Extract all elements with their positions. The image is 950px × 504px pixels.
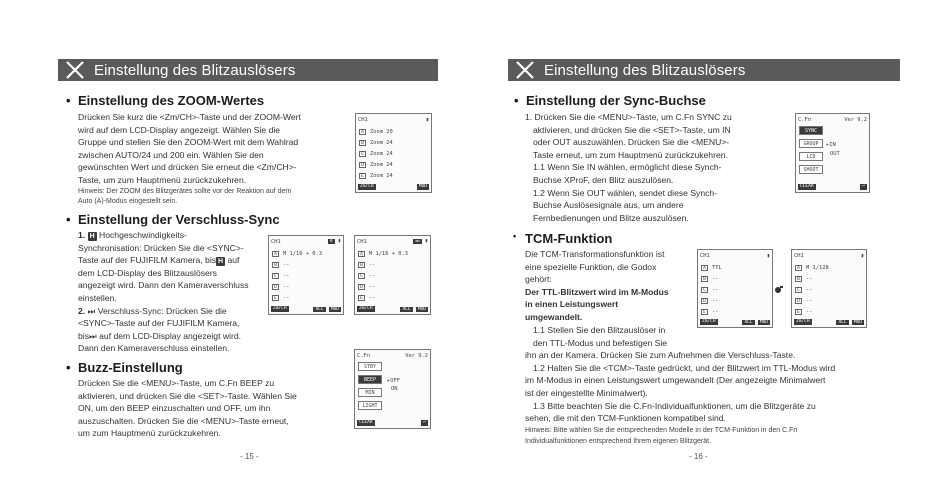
text-line: Fernbedienungen und Blitze auszulösen. bbox=[533, 212, 689, 223]
text-line: Taste erneut, um zum Hauptmenü zurückzukehren. bbox=[533, 149, 728, 160]
banner-title: Einstellung des Blitzauslösers bbox=[94, 61, 296, 79]
text-line: Buchse Auslösesignale aus, um andere bbox=[533, 200, 684, 211]
lcd-tcm-ttl: CH1 ▮ A TTL B -- C -- D -- E -- Zm/CH ALL MOD bbox=[697, 249, 773, 328]
tcm-heading: • TCM-Funktion bbox=[513, 231, 613, 246]
buzz-heading: • Buzz-Einstellung bbox=[66, 360, 183, 375]
lcd-sync-high-speed: CH1 H ▮ A M 1/16 + 0.3 B -- C -- D -- E -- Zm/CH ALL MOD bbox=[268, 235, 344, 315]
page-number: - 15 - bbox=[240, 452, 259, 461]
sync-socket-heading: • Einstellung der Sync-Buchse bbox=[514, 93, 706, 108]
banner-title: Einstellung des Blitzauslösers bbox=[544, 61, 746, 79]
zoom-heading: • Einstellung des ZOOM-Wertes bbox=[66, 93, 265, 108]
section-banner bbox=[58, 59, 438, 81]
text-line: ist der eingestellte Minimalwert). bbox=[525, 387, 648, 398]
tcm-note: Hinweis: Bitte wählen Sie die entsprechenden Modelle in der TCM-Funktion in den C.Fn Individualfunktionen entsprechend Ihrem eigenen Blitzgerät. bbox=[525, 427, 798, 445]
text-line: ihn an der Kamera. Drücken Sie zum Aufnehmen die Verschluss-Taste. bbox=[525, 350, 796, 361]
tcm-paragraph bbox=[525, 324, 905, 425]
section-banner bbox=[508, 59, 900, 81]
zoom-paragraph: Drücken Sie kurz die <Zm/CH>-Taste und der ZOOM-Wert wird auf dem LCD-Display angezeigt. Wählen Sie die Gruppe und stellen Sie den ZOOM-Wert mit dem Wahlrad zwischen AUTO/24 und 200 ein. Wählen Sie den gewünschten Wert und drücken Sie erneut die <Zm/CH>- Taste, um zum Hauptmenü zurückzukehren. Hinweis: Der ZOOM des Blitzgerätes sollte vor der Reaktion auf dem Auto (A)-Modus eingestellt sein. bbox=[78, 112, 301, 206]
text-line: im M-Modus in einen Leistungswert umgewandelt (Der angezeigte Minimalwert bbox=[525, 375, 826, 386]
text-line: 1. Drücken Sie die <MENU>-Taste, um C.Fn SYNC zu bbox=[525, 112, 732, 122]
sync-paragraph: 1. H Hochgeschwindigkeits- Synchronisation: Drücken Sie die <SYNC>- Taste auf der FUJIFILM Kamera, bis H auf dem LCD-Display des Blitzauslösers angezeigt wird. Dann den Kameraverschluss einstellen. 2. ⏭ Verschluss-Sync: Drücken Sie die <SYNC>-Taste auf der FUJIFILM Kamera, bis⏭ auf dem LCD-Display angezeigt wird. Dann den Kameraverschluss einstellen. bbox=[78, 230, 249, 354]
high-speed-sync-icon: H bbox=[89, 233, 95, 240]
text-line: Buchse XProF, den Blitz auszulösen. bbox=[533, 174, 674, 185]
lcd-tcm-manual: CH1 ▮ A M 1/128 B -- C -- D -- E -- Zm/CH ALL MOD bbox=[791, 249, 867, 328]
rear-sync-icon: ⏭ bbox=[87, 305, 96, 316]
lcd-sync-rear: CH1 ⏭ ▮ A M 1/16 + 0.3 B -- C -- D -- E -- Zm/CH ALL MOD bbox=[354, 235, 431, 315]
lcd-beep: C.Fn Ver 9.2 STBY BEEP MIN LIGHT ▸ OFF ON CLEAR ↩ bbox=[354, 349, 431, 429]
rear-sync-icon: ⏭ bbox=[89, 330, 97, 341]
x-logo-icon bbox=[58, 59, 92, 81]
buzz-paragraph: Drücken Sie die <MENU>-Taste, um C.Fn BEEP zu aktivieren, und drücken Sie die <SET>-Taste. Wählen Sie ON, um den BEEP einzuschalten und OFF, um ihn auszuschalten. Drücken Sie die <MENU>-Taste erneut, um zum Hauptmenü zurückzukehren. bbox=[78, 378, 297, 439]
text-line: 1.1 Wenn Sie IN wählen, ermöglicht diese Synch- bbox=[533, 162, 722, 173]
lcd-zoom: CH1 ▮ A Zoom 20 B Zoom 24 C Zoom 24 D Zoom 24 E Zoom 24 Zm/CH MOD bbox=[355, 113, 432, 193]
text-line: oder OUT auszuwählen. Drücken Sie die <MENU>- bbox=[533, 137, 730, 148]
press-hand-icon bbox=[774, 283, 786, 295]
text-line: 1.3 Bitte beachten Sie die C.Fn-Individualfunktionen, um die Blitzgeräte zu bbox=[533, 400, 816, 411]
lcd-sync-socket: C.Fn Ver 9.2 SYNC GROUP LCD SHOOT ▸ IN OUT CLEAR ↩ bbox=[795, 113, 870, 193]
text-line: 1.2 Halten Sie die <TCM>-Taste gedrückt, und der Blitzwert im TTL-Modus wird bbox=[533, 362, 836, 373]
page-16 bbox=[475, 0, 950, 504]
text-line: den TTL-Modus und befestigen Sie bbox=[533, 337, 668, 348]
page-number: - 16 - bbox=[689, 452, 708, 461]
x-logo-icon bbox=[508, 59, 542, 81]
text-line: aktivieren, und drücken Sie die <SET>-Taste, um IN bbox=[533, 124, 731, 135]
high-speed-sync-icon: H bbox=[218, 258, 224, 266]
tcm-intro: Die TCM-Transformationsfunktion ist eine spezielle Funktion, die Godox gehört: Der TTL-Blitzwert wird im M-Modus in einen Leistungswert umgewandelt. bbox=[525, 249, 669, 322]
text-line: 1.1 Stellen Sie den Blitzauslöser in bbox=[533, 325, 666, 335]
sync-heading: • Einstellung der Verschluss-Sync bbox=[66, 212, 280, 227]
text-line: sehen, die mit den TCM-Funktionen kompatibel sind. bbox=[525, 413, 726, 424]
sync-socket-paragraph bbox=[525, 111, 785, 224]
text-line: 1.2 Wenn Sie OUT wählen, sendet diese Synch- bbox=[533, 187, 718, 198]
